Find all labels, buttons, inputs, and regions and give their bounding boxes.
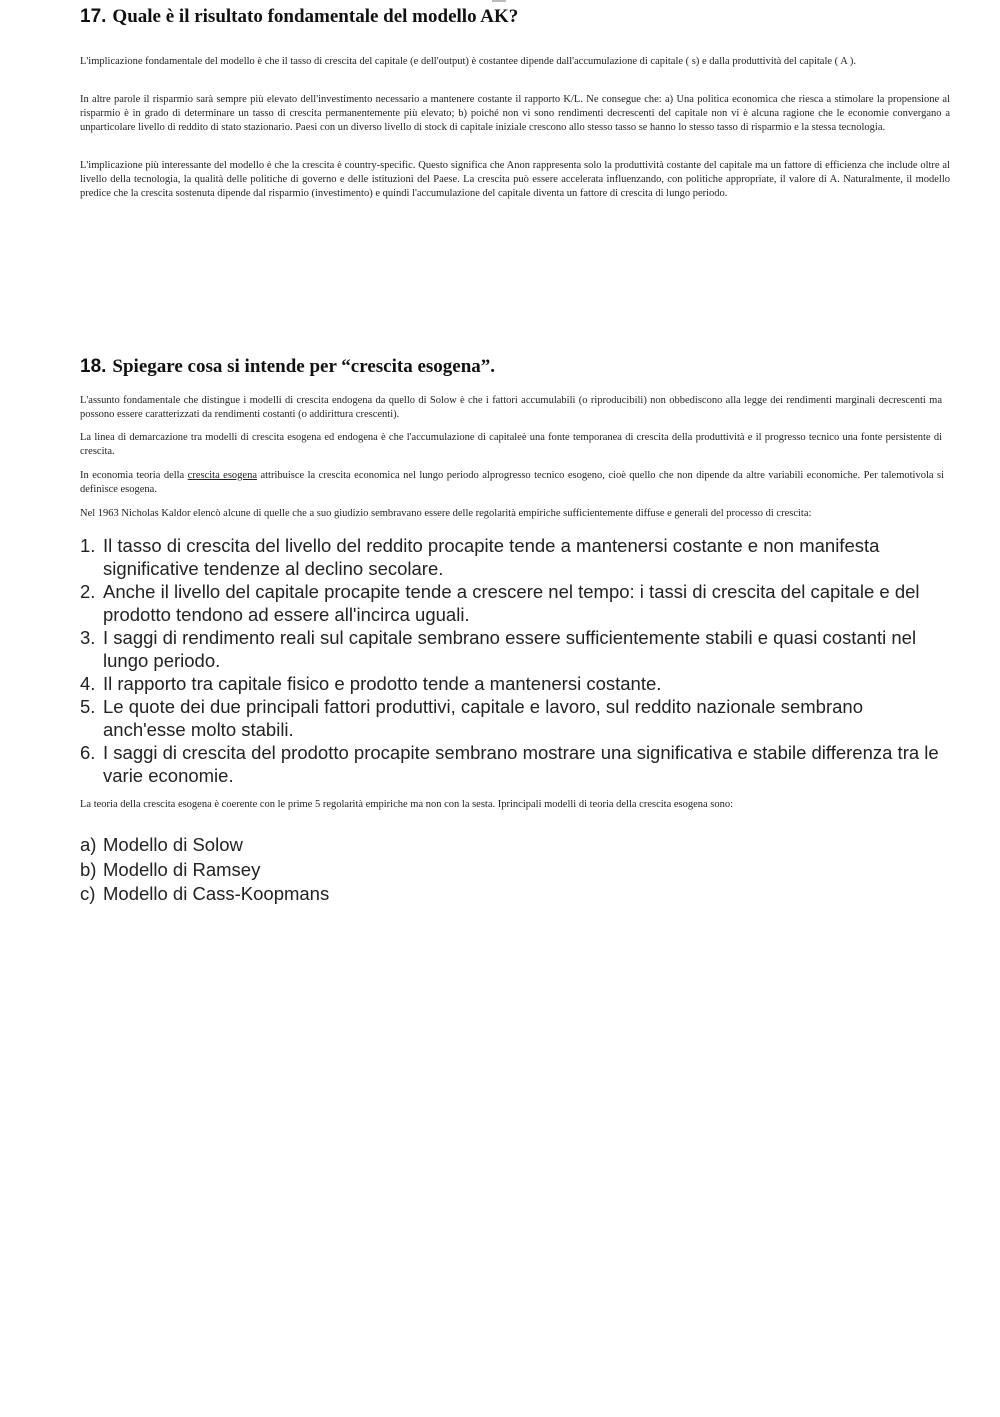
list-marker: 1. xyxy=(80,535,96,556)
q17-title: Quale è il risultato fondamentale del modello AK? xyxy=(112,6,519,27)
list-item xyxy=(80,882,940,907)
economia-text-after: attribuisce la crescita economica nel lungo periodo alprogresso tecnico esogeno, cioè quello che non dipende da altre variabili economiche. Per talemotivola si definisce esogena. xyxy=(80,470,944,495)
list-item-text: Il tasso di crescita del livello del reddito procapite tende a mantenersi costante e non manifesta significative tendenze al declino secolare. xyxy=(103,535,880,579)
q18-number: 18. xyxy=(80,356,107,377)
list-marker: 4. xyxy=(80,673,96,694)
list-item-text: Modello di Cass-Koopmans xyxy=(103,883,330,904)
q17-heading xyxy=(80,2,518,29)
list-marker: 3. xyxy=(80,627,96,648)
list-item xyxy=(80,580,940,626)
list-marker: a) xyxy=(80,834,97,855)
crescita-esogena-link[interactable]: crescita esogena xyxy=(187,470,257,481)
exogenous-models-list xyxy=(80,833,940,907)
q17-paragraph-1: L'implicazione fondamentale del modello è che il tasso di crescita del capitale (e dell'output) è costantee dipende dall'accumulazione di capitale ( s) e dalla produttività del capitale ( A ). xyxy=(80,56,856,67)
list-marker: 6. xyxy=(80,742,96,763)
list-item-text: I saggi di crescita del prodotto procapite sembrano mostrare una significativa e stabile differenza tra le varie economie. xyxy=(103,742,939,786)
q18-heading xyxy=(80,352,495,379)
q18-title: Spiegare cosa si intende per “crescita esogena”. xyxy=(112,356,496,377)
economia-text-before: In economia teoria della xyxy=(80,470,188,481)
list-item-text: Modello di Ramsey xyxy=(103,858,261,880)
list-item xyxy=(80,858,940,883)
list-item xyxy=(80,833,940,858)
list-item-text: I saggi di rendimento reali sul capitale sembrano essere sufficientemente stabili e quasi costanti nel lungo periodo. xyxy=(103,627,917,671)
q18-models-intro: La teoria della crescita esogena è coerente con le prime 5 regolarità empiriche ma non con la sesta. Iprincipali modelli di teoria della crescita esogena sono: xyxy=(80,799,734,810)
q18-paragraph-1: L'assunto fondamentale che distingue i modelli di crescita endogena da quello di Solow è che i fattori accumulabili (o riproducibili) non obbediscono alla legge dei rendimenti marginali decrescenti ma possono essere caratterizzati da rendimenti costanti (o addirittura crescenti). xyxy=(80,395,942,420)
list-item xyxy=(80,626,940,672)
q18-paragraph-economia xyxy=(80,469,944,497)
q18-kaldor-intro: Nel 1963 Nicholas Kaldor elencò alcune di quelle che a suo giudizio sembravano essere delle regolarità empiriche sufficientemente diffuse e generali del processo di crescita: xyxy=(80,508,812,519)
q17-paragraph-2: In altre parole il risparmio sarà sempre più elevato dell'investimento necessario a mantenere costante il rapporto K/L. Ne consegue che: a) Una politica economica che riesca a stimolare la propensione al risparmio è in grado di determinare un tasso di crescita permanentemente più elevato; b) poiché non vi sono rendimenti decrescenti del capitale non vi è alcuna ragione che le economie convergano a unparticolare livello di reddito di stato stazionario. Paesi con un diverso livello di stock di capitale iniziale crescono allo stesso tasso se hanno lo stesso tasso di risparmio e la stessa tecnologia. xyxy=(80,94,950,133)
kaldor-facts-list xyxy=(80,534,940,787)
list-item-text: Anche il livello del capitale procapite tende a crescere nel tempo: i tassi di crescita del capitale e del prodotto tendono ad essere all'incirca uguali. xyxy=(103,581,920,625)
list-item xyxy=(80,534,940,580)
list-item xyxy=(80,695,940,741)
list-marker: 2. xyxy=(80,581,96,602)
q18-paragraph-2: La linea di demarcazione tra modelli di crescita esogena ed endogena è che l'accumulazione di capitaleè una fonte temporanea di crescita della produttività e il progresso tecnico una fonte persistente di crescita. xyxy=(80,432,942,457)
q17-number: 17. xyxy=(80,6,107,27)
list-marker: c) xyxy=(80,883,96,904)
list-item-text: Modello di Solow xyxy=(103,834,243,855)
list-marker: 5. xyxy=(80,696,96,717)
list-item-text: Le quote dei due principali fattori produttivi, capitale e lavoro, sul reddito nazionale sembrano anch'esse molto stabili. xyxy=(103,696,863,740)
q17-paragraph-3: L'implicazione più interessante del modello è che la crescita è country-specific. Questo significa che Anon rappresenta solo la produttività costante del capitale ma un fattore di efficienza che include oltre al livello della tecnologia, la qualità delle politiche di governo e delle istituzioni del Paese. La crescita può essere accelerata influenzando, con politiche appropriate, il valore di A. Naturalmente, il modello predice che la crescita sostenuta dipende dal risparmio (investimento) e quindi l'accumulazione del capitale diventa un fattore di crescita di lungo periodo. xyxy=(80,160,950,199)
list-item-text: Il rapporto tra capitale fisico e prodotto tende a mantenersi costante. xyxy=(103,673,662,694)
list-item xyxy=(80,741,940,787)
list-item xyxy=(80,672,940,695)
list-marker: b) xyxy=(80,858,97,880)
